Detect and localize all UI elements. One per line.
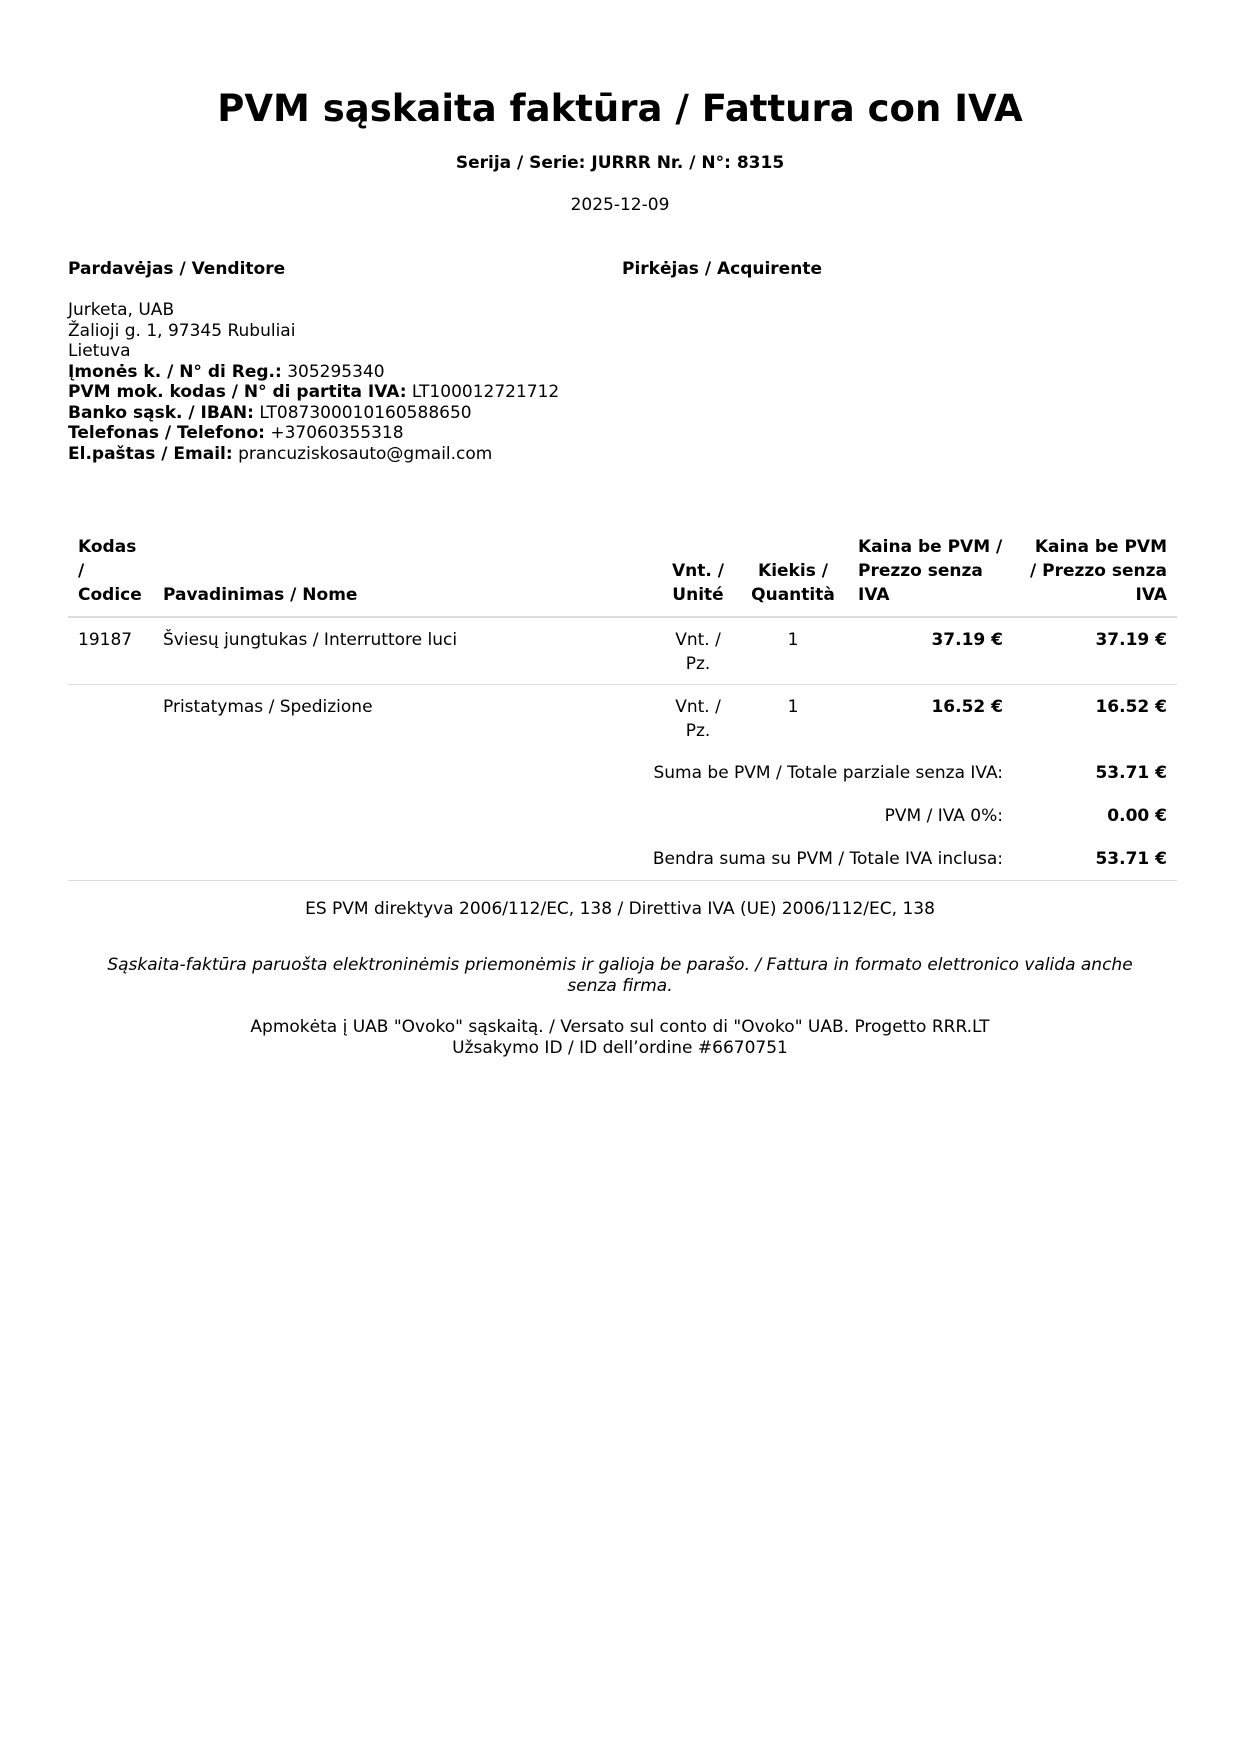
- seller-name: Jurketa, UAB: [68, 300, 175, 320]
- seller-email-value: prancuziskosauto@gmail.com: [238, 443, 493, 464]
- seller-vat-label: PVM mok. kodas / N° di partita IVA:: [68, 382, 407, 402]
- row-quantity: 1: [787, 697, 799, 717]
- vat-directive-note: ES PVM direktyva 2006/112/EC, 138 / Direttiva IVA (UE) 2006/112/EC, 138: [305, 899, 935, 919]
- seller-phone: [68, 423, 559, 444]
- row-unit-price: 16.52 €: [931, 697, 1003, 717]
- electronic-invoice-note: Sąskaita-faktūra paruošta elektroninėmis priemonėmis ir galioja be parašo. / Fattura in formato elettronico valida anche senza firma.: [107, 955, 1133, 996]
- seller-phone-label: Telefonas / Telefono:: [68, 423, 265, 443]
- seller-iban-value: LT087300010160588650: [259, 402, 472, 423]
- row-line-total: 16.52 €: [1095, 697, 1167, 717]
- vat-value: 0.00 €: [1107, 806, 1167, 826]
- row-code: [68, 685, 153, 752]
- buyer-heading: Pirkėjas / Acquirente: [622, 259, 822, 279]
- vat-label: PVM / IVA 0%:: [884, 806, 1003, 826]
- table-row: [68, 617, 1177, 685]
- table-row: [68, 685, 1177, 752]
- invoice-title: PVM sąskaita faktūra / Fattura con IVA: [217, 87, 1023, 130]
- seller-email: [68, 444, 559, 465]
- header-code: Kodas / Codice: [68, 532, 153, 617]
- row-unit-price: 37.19 €: [848, 617, 1013, 685]
- grand-total-label: Bendra suma su PVM / Totale IVA inclusa:: [68, 837, 1013, 881]
- grand-total-value: 53.71 €: [1013, 837, 1177, 881]
- seller-reg-code: [68, 362, 559, 383]
- payment-note: [0, 1017, 1240, 1058]
- row-unit: Vnt. / Pz.: [658, 617, 738, 685]
- subtotal-row: [68, 751, 1177, 794]
- seller-country: Lietuva: [68, 341, 131, 361]
- payment-note-line: Apmokėta į UAB "Ovoko" sąskaitą. / Versato sul conto di "Ovoko" UAB. Progetto RRR.LT: [250, 1017, 990, 1037]
- seller-heading: Pardavėjas / Venditore: [68, 259, 286, 279]
- grand-total-row: [68, 837, 1177, 881]
- row-name: Šviesų jungtukas / Interruttore luci: [153, 617, 658, 685]
- seller-reg-label: Įmonės k. / N° di Reg.:: [68, 361, 282, 382]
- order-id-line: Užsakymo ID / ID dell’ordine #6670751: [452, 1037, 788, 1058]
- header-name: Pavadinimas / Nome: [153, 532, 658, 617]
- header-unit-price: Kaina be PVM / Prezzo senza IVA: [848, 532, 1013, 617]
- invoice-date: 2025-12-09: [570, 195, 670, 215]
- invoice-series-number: Serija / Serie: JURRR Nr. / N°: 8315: [455, 153, 785, 173]
- row-unit: Vnt. / Pz.: [675, 697, 721, 741]
- header-quantity: Kiekis / Quantità: [738, 532, 848, 617]
- row-quantity: 1: [738, 617, 848, 685]
- row-line-total: 37.19 €: [1013, 617, 1177, 685]
- row-name: Pristatymas / Spedizione: [163, 697, 373, 717]
- seller-details: [68, 300, 559, 464]
- header-unit: Vnt. / Unité: [658, 532, 738, 617]
- subtotal-value: 53.71 €: [1095, 763, 1167, 783]
- seller-vat-code: [68, 382, 559, 403]
- vat-row: [68, 794, 1177, 837]
- seller-phone-value: +37060355318: [270, 423, 404, 443]
- row-code: 19187: [68, 617, 153, 685]
- subtotal-label: Suma be PVM / Totale parziale senza IVA:: [653, 763, 1003, 783]
- seller-vat-value: LT100012721712: [411, 382, 560, 402]
- seller-address: Žalioji g. 1, 97345 Rubuliai: [68, 320, 296, 341]
- seller-email-label: El.paštas / Email:: [68, 443, 233, 464]
- seller-reg-value: 305295340: [287, 361, 385, 382]
- seller-iban: [68, 403, 559, 424]
- header-line-total: Kaina be PVM / Prezzo senza IVA: [1013, 532, 1177, 617]
- table-header-row: [68, 532, 1177, 617]
- seller-iban-label: Banko sąsk. / IBAN:: [68, 402, 254, 423]
- items-table: [68, 532, 1177, 881]
